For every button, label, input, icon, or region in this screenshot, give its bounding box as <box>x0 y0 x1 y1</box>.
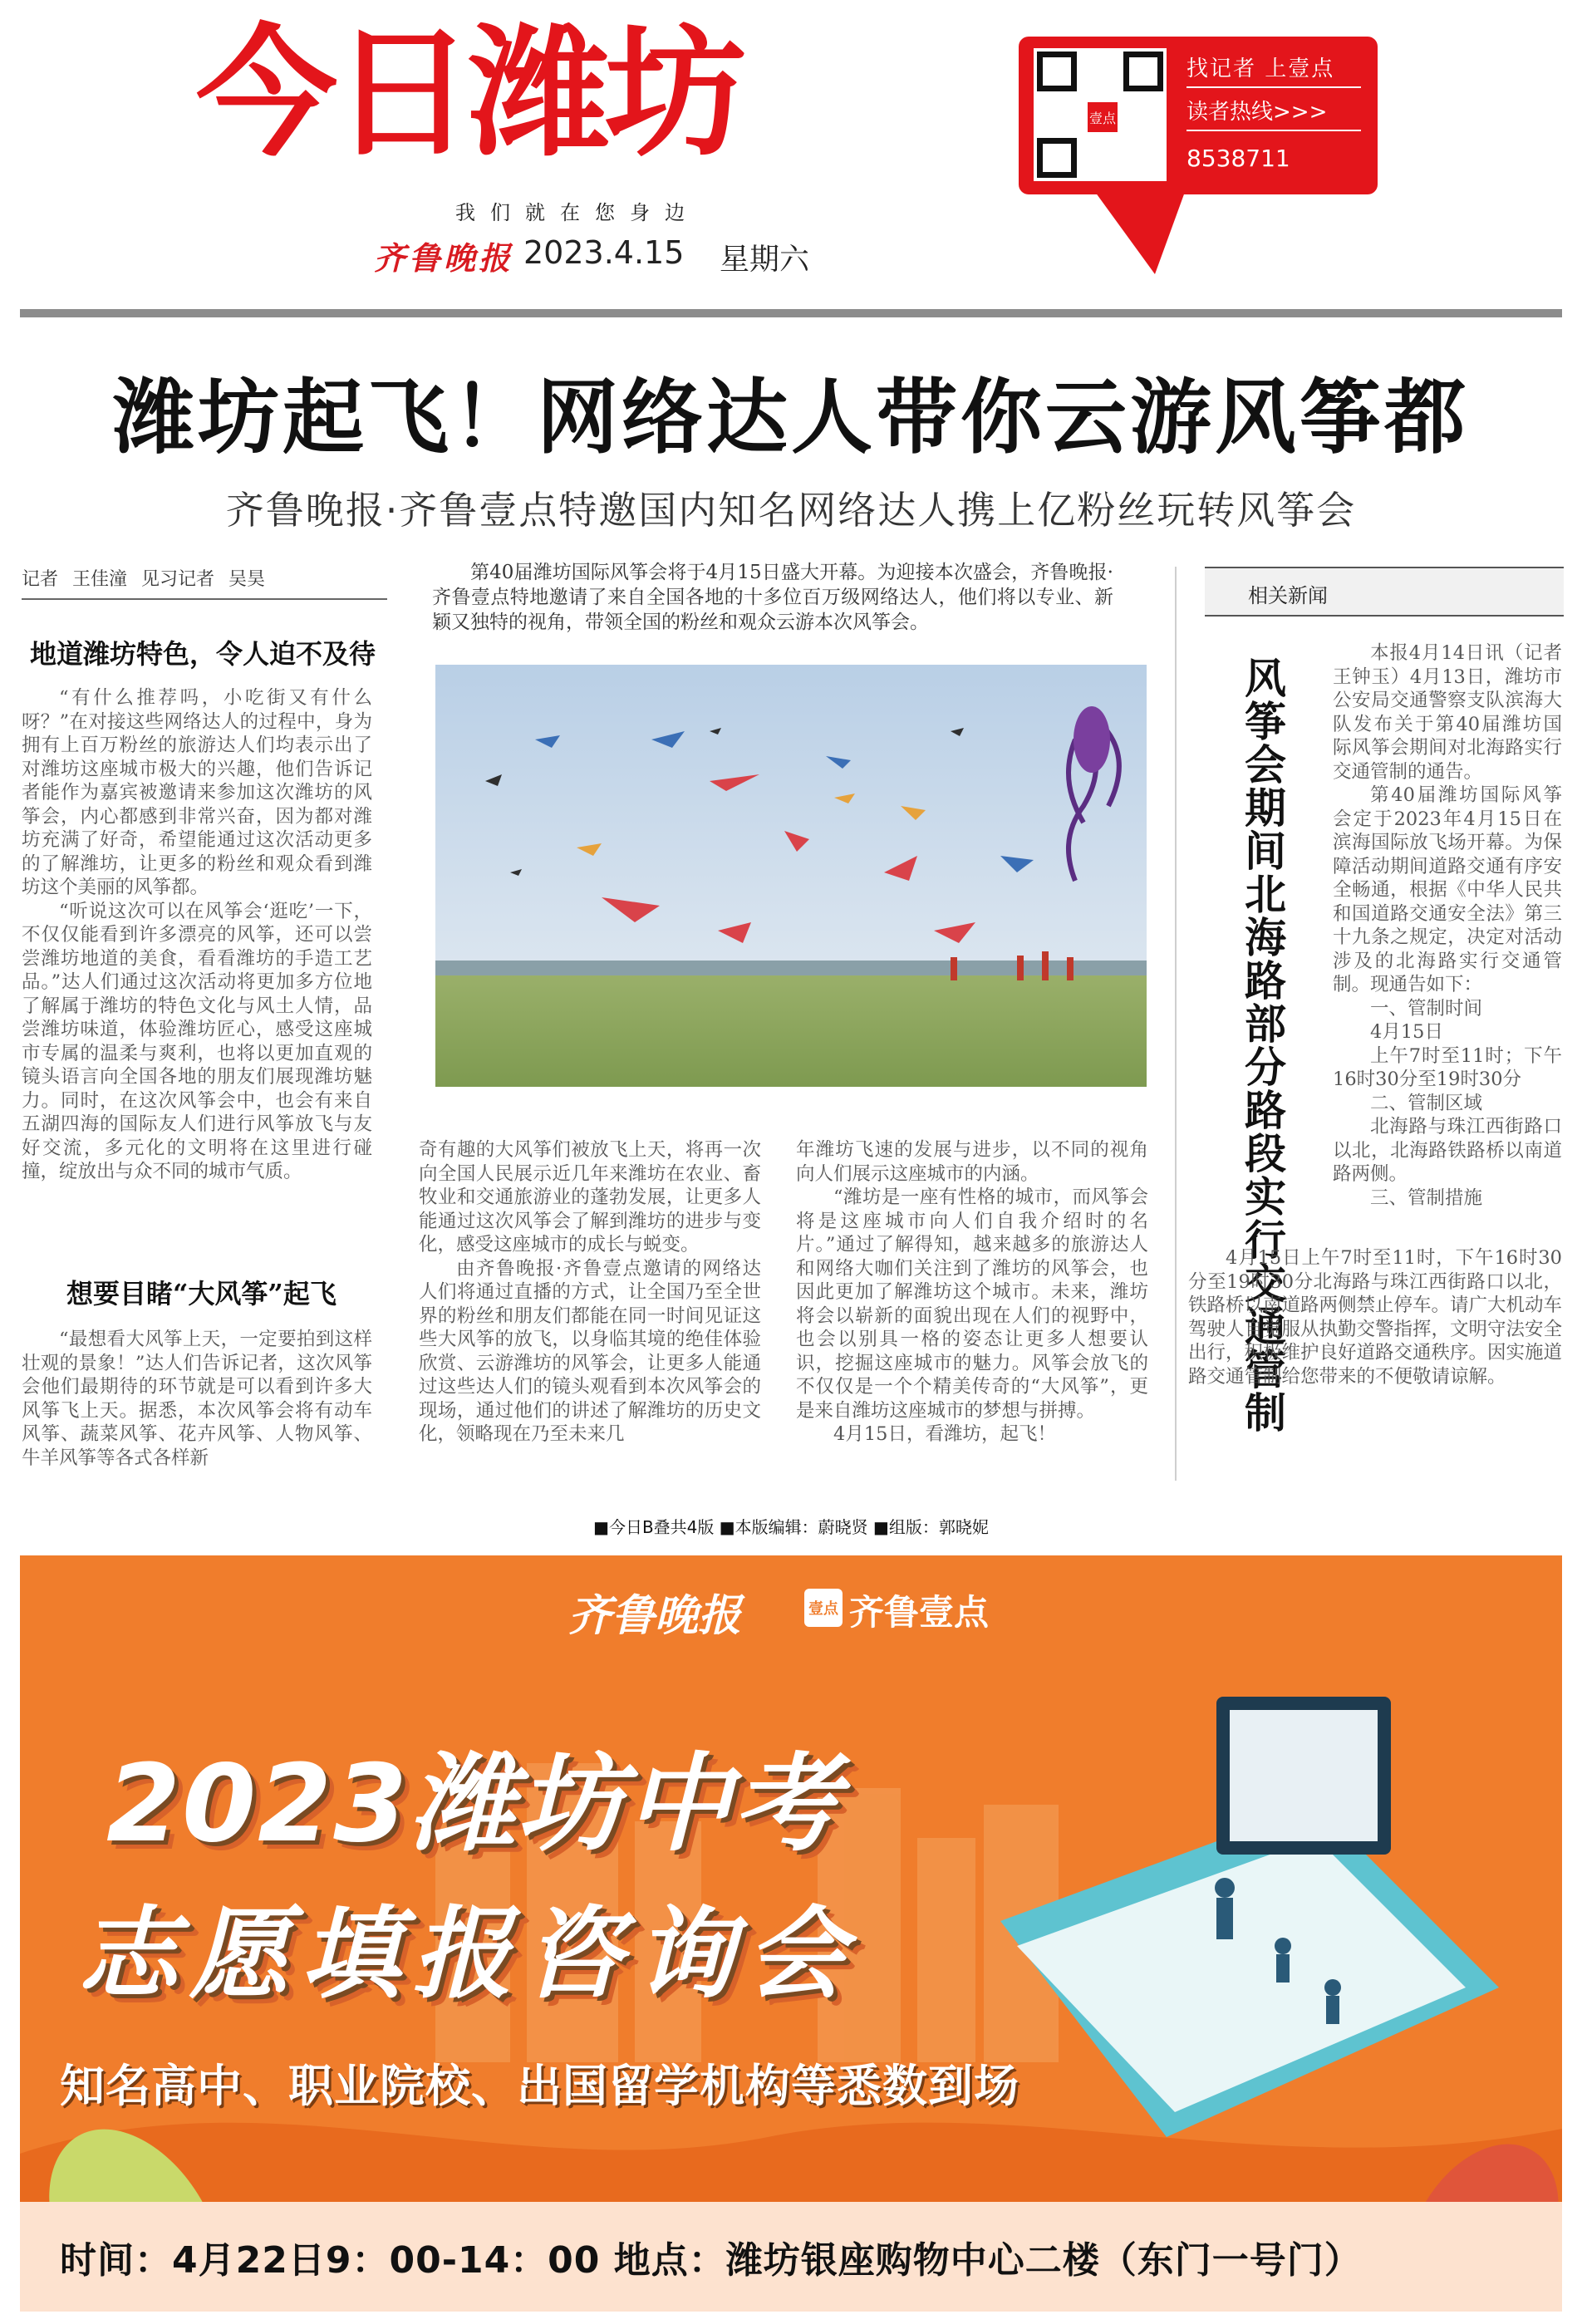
paragraph: 4月15日，看潍坊，起飞！ <box>833 1423 1056 1445</box>
paragraph: 三、管制措施 <box>1370 1187 1483 1209</box>
paragraph: 第40届潍坊国际风筝会定于2023年4月15日在滨海国际放飞场开幕。为保障活动期间道路交通有序安全畅通，根据《中华人民共和国道路交通安全法》第三十九条之规定，决定对活动涉及的北海路实行交通管制。现通告如下： <box>1333 784 1562 995</box>
paragraph: 一、管制时间 <box>1370 997 1483 1020</box>
intro-paragraph: 第40届潍坊国际风筝会将于4月15日盛大开幕。为迎接本次盛会，齐鲁晚报·齐鲁壹点特地邀请了来自全国各地的十多位百万级网络达人，他们将以专业、新颖又独特的视角，带领全国的粉丝和观众云游本次风筝会。 <box>432 562 1113 633</box>
masthead-rule <box>20 309 1562 317</box>
section-1-body <box>22 686 372 1184</box>
section-heading-2: 想要目睹“大风筝”起飞 <box>66 1278 337 1309</box>
ad-logo-qilu-evening-news: 齐鲁晚报 <box>568 1590 742 1641</box>
paragraph: 年潍坊飞速的发展与进步，以不同的视角向人们展示这座城市的内涵。 <box>796 1139 1148 1185</box>
ad-subtitle: 知名高中、职业院校、出国留学机构等悉数到场 <box>60 2060 1019 2112</box>
paper-logo: 齐鲁晚报 <box>374 239 514 277</box>
hotline-slogan: 找记者 上壹点 <box>1186 57 1335 81</box>
related-news-title: 风筝会期间北海路部分路段实行交通管制 <box>1238 656 1287 1434</box>
paragraph: “最想看大风筝上天，一定要拍到这样壮观的景象！”达人们告诉记者，这次风筝会他们最期待的环节就是可以看到许多大风筝飞上天。据悉，本次风筝会将有动车风筝、蔬菜风筝、花卉风筝、人物风筝、牛羊风筝等各式各样新 <box>22 1329 372 1469</box>
middle-column-2 <box>796 1138 1148 1447</box>
related-news-body-bottom <box>1188 1246 1562 1388</box>
page-footer-credits: ■今日B叠共4版 ■本版编辑：蔚晓贤 ■组版：郭晓妮 <box>593 1517 989 1537</box>
qr-code-icon[interactable] <box>1034 48 1167 181</box>
middle-column-1 <box>419 1138 761 1447</box>
issue-date: 2023.4.15 <box>523 234 685 271</box>
qr-center-logo: 壹点 <box>1085 100 1120 135</box>
paragraph: 由齐鲁晚报·齐鲁壹点邀请的网络达人们将通过直播的方式，让全国乃至全世界的粉丝和朋友们都能在同一时间见证这些大风筝的放飞，以身临其境的绝佳体验欣赏、云游潍坊的风筝会，让更多人能通过这些达人们的镜头观看到本次风筝会的现场，通过他们的讲述了解潍坊的历史文化，领略现在乃至未来几 <box>419 1257 761 1445</box>
hotline-speech-tail <box>1055 183 1188 274</box>
paragraph: “有什么推荐吗，小吃街又有什么呀？”在对接这些网络达人的过程中，身为拥有上百万粉丝的旅游达人们均表示出了对潍坊这座城市极大的兴趣，他们告诉记者能作为嘉宾被邀请来参加这次潍坊的风筝会，内心都感到非常兴奋，因为都对潍坊充满了好奇，希望能通过这次活动更多的了解潍坊，让更多的粉丝和观众看到潍坊这个美丽的风筝都。 <box>22 687 372 898</box>
masthead-slogan: 我们就在您身边 <box>455 201 700 224</box>
paragraph: “听说这次可以在风筝会‘逛吃’一下，不仅仅能看到许多漂亮的风筝，还可以尝尝潍坊地道的美食，看看潍坊的手造工艺品。”达人们通过这次活动将更加多方位地了解属于潍坊的特色文化与风土人情，品尝潍坊味道，体验潍坊匠心，感受这座城市专属的温柔与爽利，也将以更加直观的镜头语言向全国各地的朋友们展现潍坊魅力。同时，在这次风筝会中，也会有来自五湖四海的国际友人们进行风筝放飞与友好交流，多元化的文明将在这里进行碰撞，绽放出与众不同的城市气质。 <box>22 900 372 1182</box>
page-subhead: 齐鲁晚报·齐鲁壹点特邀国内知名网络达人携上亿粉丝玩转风筝会 <box>225 488 1357 533</box>
masthead-title: 今日潍坊 <box>196 12 742 176</box>
paragraph: 北海路与珠江西街路口以北，北海路铁路桥以南道路两侧。 <box>1333 1116 1562 1185</box>
article-intro <box>432 560 1113 635</box>
paragraph: 本报4月14日讯（记者 王钟玉）4月13日，潍坊市公安局交通警察支队滨海大队发布关于第40届潍坊国际风筝会期间对北海路实行交通管制的通告。 <box>1333 642 1562 783</box>
related-news-body-top <box>1333 641 1562 1210</box>
column-rule <box>22 598 387 600</box>
section-2-body <box>22 1328 372 1470</box>
paragraph: 4月15日 <box>1370 1021 1443 1043</box>
page-headline: 潍坊起飞！网络达人带你云游风筝都 <box>112 370 1469 465</box>
hotline-divider-2 <box>1186 130 1361 131</box>
section-heading-1: 地道潍坊特色，令人迫不及待 <box>30 638 376 670</box>
paragraph: 上午7时至11时；下午16时30分至19时30分 <box>1333 1044 1562 1090</box>
column-separator <box>1175 567 1177 1481</box>
ad-title-line-1: 2023潍坊中考 <box>106 1742 842 1866</box>
paragraph: “潍坊是一座有性格的城市，而风筝会将是这座城市向人们自我介绍时的名片。”通过了解得知，越来越多的旅游达人和网络大咖们关注到了潍坊的风筝会，也因此更加了解潍坊这个城市。未来，潍坊将会以崭新的面貌出现在人们的视野中，也会以别具一格的姿态让更多人想要认识，挖掘这座城市的魅力。风筝会放飞的不仅仅是一个个精美传奇的“大风筝”，更是来自潍坊这座城市的梦想与拼搏。 <box>796 1187 1148 1422</box>
article-byline: 记者 王佳潼 见习记者 吴昊 <box>22 569 265 590</box>
kite-festival-photo <box>435 665 1147 1087</box>
ad-logo-badge: 壹点 <box>804 1589 843 1627</box>
hotline-divider <box>1186 86 1361 88</box>
hotline-label: 读者热线>>> <box>1186 100 1328 125</box>
hotline-number: 8538711 <box>1186 145 1290 172</box>
paragraph: 4月15日上午7时至11时，下午16时30分至19时30分北海路与珠江西街路口以北，铁路桥以南道路两侧禁止停车。请广大机动车驾驶人自觉服从执勤交警指挥，文明守法安全出行，积极维护良好道路交通秩序。因实施道路交通管制给您带来的不便敬请谅解。 <box>1188 1247 1563 1388</box>
ad-logo-qilu-yidian: 齐鲁壹点 <box>849 1592 990 1633</box>
issue-weekday: 星期六 <box>720 243 810 277</box>
paragraph: 二、管制区域 <box>1370 1092 1483 1114</box>
related-news-label: 相关新闻 <box>1248 584 1328 607</box>
paragraph: 奇有趣的大风筝们被放飞上天，将再一次向全国人民展示近几年来潍坊在农业、畜牧业和交通旅游业的蓬勃发展，让更多人能通过这次风筝会了解到潍坊的进步与变化，感受这座城市的成长与蜕变。 <box>419 1139 761 1255</box>
ad-event-info: 时间：4月22日9：00-14：00 地点：潍坊银座购物中心二楼（东门一号门） <box>60 2239 1362 2282</box>
ad-title-line-2: 志愿填报咨询会 <box>78 1897 857 2012</box>
